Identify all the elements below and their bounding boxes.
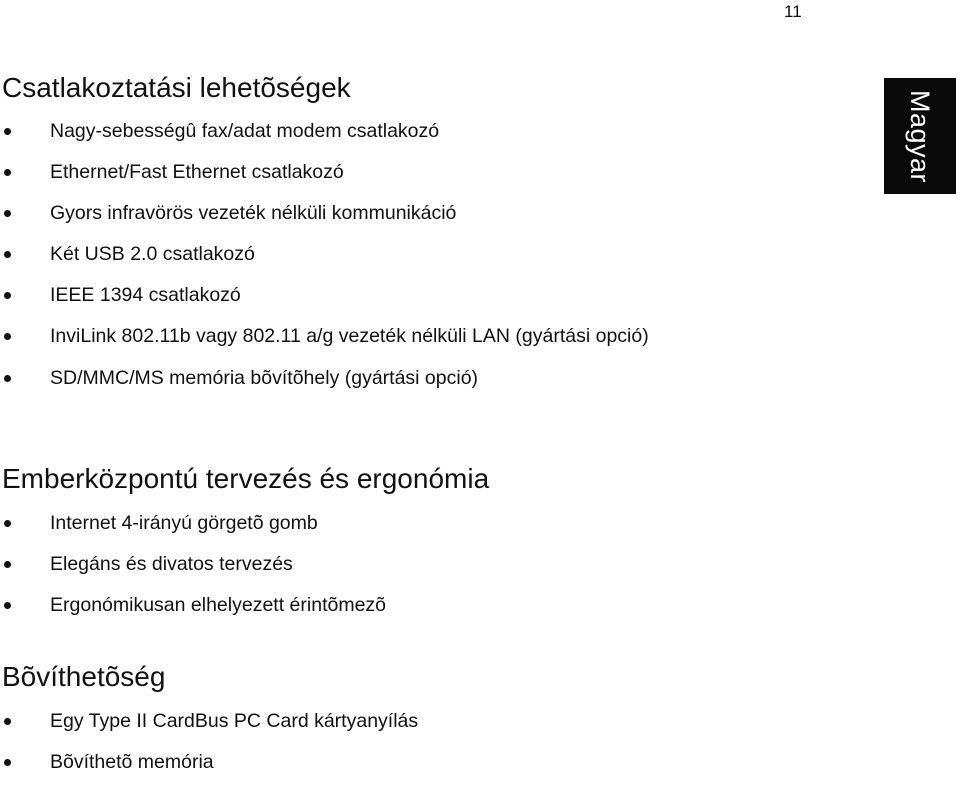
section-expandability bbox=[0, 660, 860, 792]
bullet-icon bbox=[4, 718, 11, 725]
list-item bbox=[0, 710, 860, 732]
list-item bbox=[0, 553, 860, 575]
bullet-icon bbox=[4, 210, 11, 217]
list-item-text: Gyors infravörös vezeték nélküli kommunikáció bbox=[50, 202, 457, 224]
bullet-icon bbox=[4, 375, 11, 382]
language-tab-label: Magyar bbox=[905, 89, 936, 183]
section-connectivity bbox=[0, 71, 860, 408]
list-item-text: Két USB 2.0 csatlakozó bbox=[50, 243, 255, 265]
section-title: Emberközpontú tervezés és ergonómia bbox=[2, 463, 490, 494]
list-item-text: InviLink 802.11b vagy 802.11 a/g vezeték nélküli LAN (gyártási opció) bbox=[50, 325, 649, 347]
list-item bbox=[0, 284, 860, 306]
bullet-icon bbox=[4, 251, 11, 258]
page-number: 11 bbox=[784, 2, 802, 21]
bullet-list bbox=[0, 120, 860, 389]
bullet-list bbox=[0, 710, 860, 773]
list-item bbox=[0, 161, 860, 183]
list-item-text: Elegáns és divatos tervezés bbox=[50, 553, 293, 575]
bullet-icon bbox=[4, 128, 11, 135]
bullet-icon bbox=[4, 333, 11, 340]
bullet-icon bbox=[4, 759, 11, 766]
bullet-icon bbox=[4, 169, 11, 176]
bullet-icon bbox=[4, 292, 11, 299]
section-title: Bõvíthetõség bbox=[2, 661, 166, 692]
list-item bbox=[0, 367, 860, 389]
section-title: Csatlakoztatási lehetõségek bbox=[2, 72, 351, 103]
bullet-icon bbox=[4, 561, 11, 568]
list-item bbox=[0, 202, 860, 224]
list-item bbox=[0, 594, 860, 616]
list-item-text: Internet 4-irányú görgetõ gomb bbox=[50, 512, 318, 534]
list-item-text: SD/MMC/MS memória bõvítõhely (gyártási opció) bbox=[50, 367, 479, 389]
list-item-text: Egy Type II CardBus PC Card kártyanyílás bbox=[50, 710, 419, 732]
bullet-icon bbox=[4, 602, 11, 609]
list-item-text: IEEE 1394 csatlakozó bbox=[50, 284, 241, 306]
list-item bbox=[0, 243, 860, 265]
bullet-icon bbox=[4, 520, 11, 527]
list-item-text: Ethernet/Fast Ethernet csatlakozó bbox=[50, 161, 344, 183]
list-item-text: Ergonómikusan elhelyezett érintõmezõ bbox=[50, 594, 387, 616]
list-item bbox=[0, 512, 860, 534]
section-ergonomics bbox=[0, 462, 860, 635]
list-item bbox=[0, 325, 790, 347]
list-item bbox=[0, 120, 860, 142]
list-item-text: Bõvíthetõ memória bbox=[50, 751, 214, 773]
list-item bbox=[0, 751, 860, 773]
language-tab bbox=[884, 78, 956, 194]
bullet-list bbox=[0, 512, 860, 616]
list-item-text: Nagy-sebességû fax/adat modem csatlakozó bbox=[50, 120, 440, 142]
